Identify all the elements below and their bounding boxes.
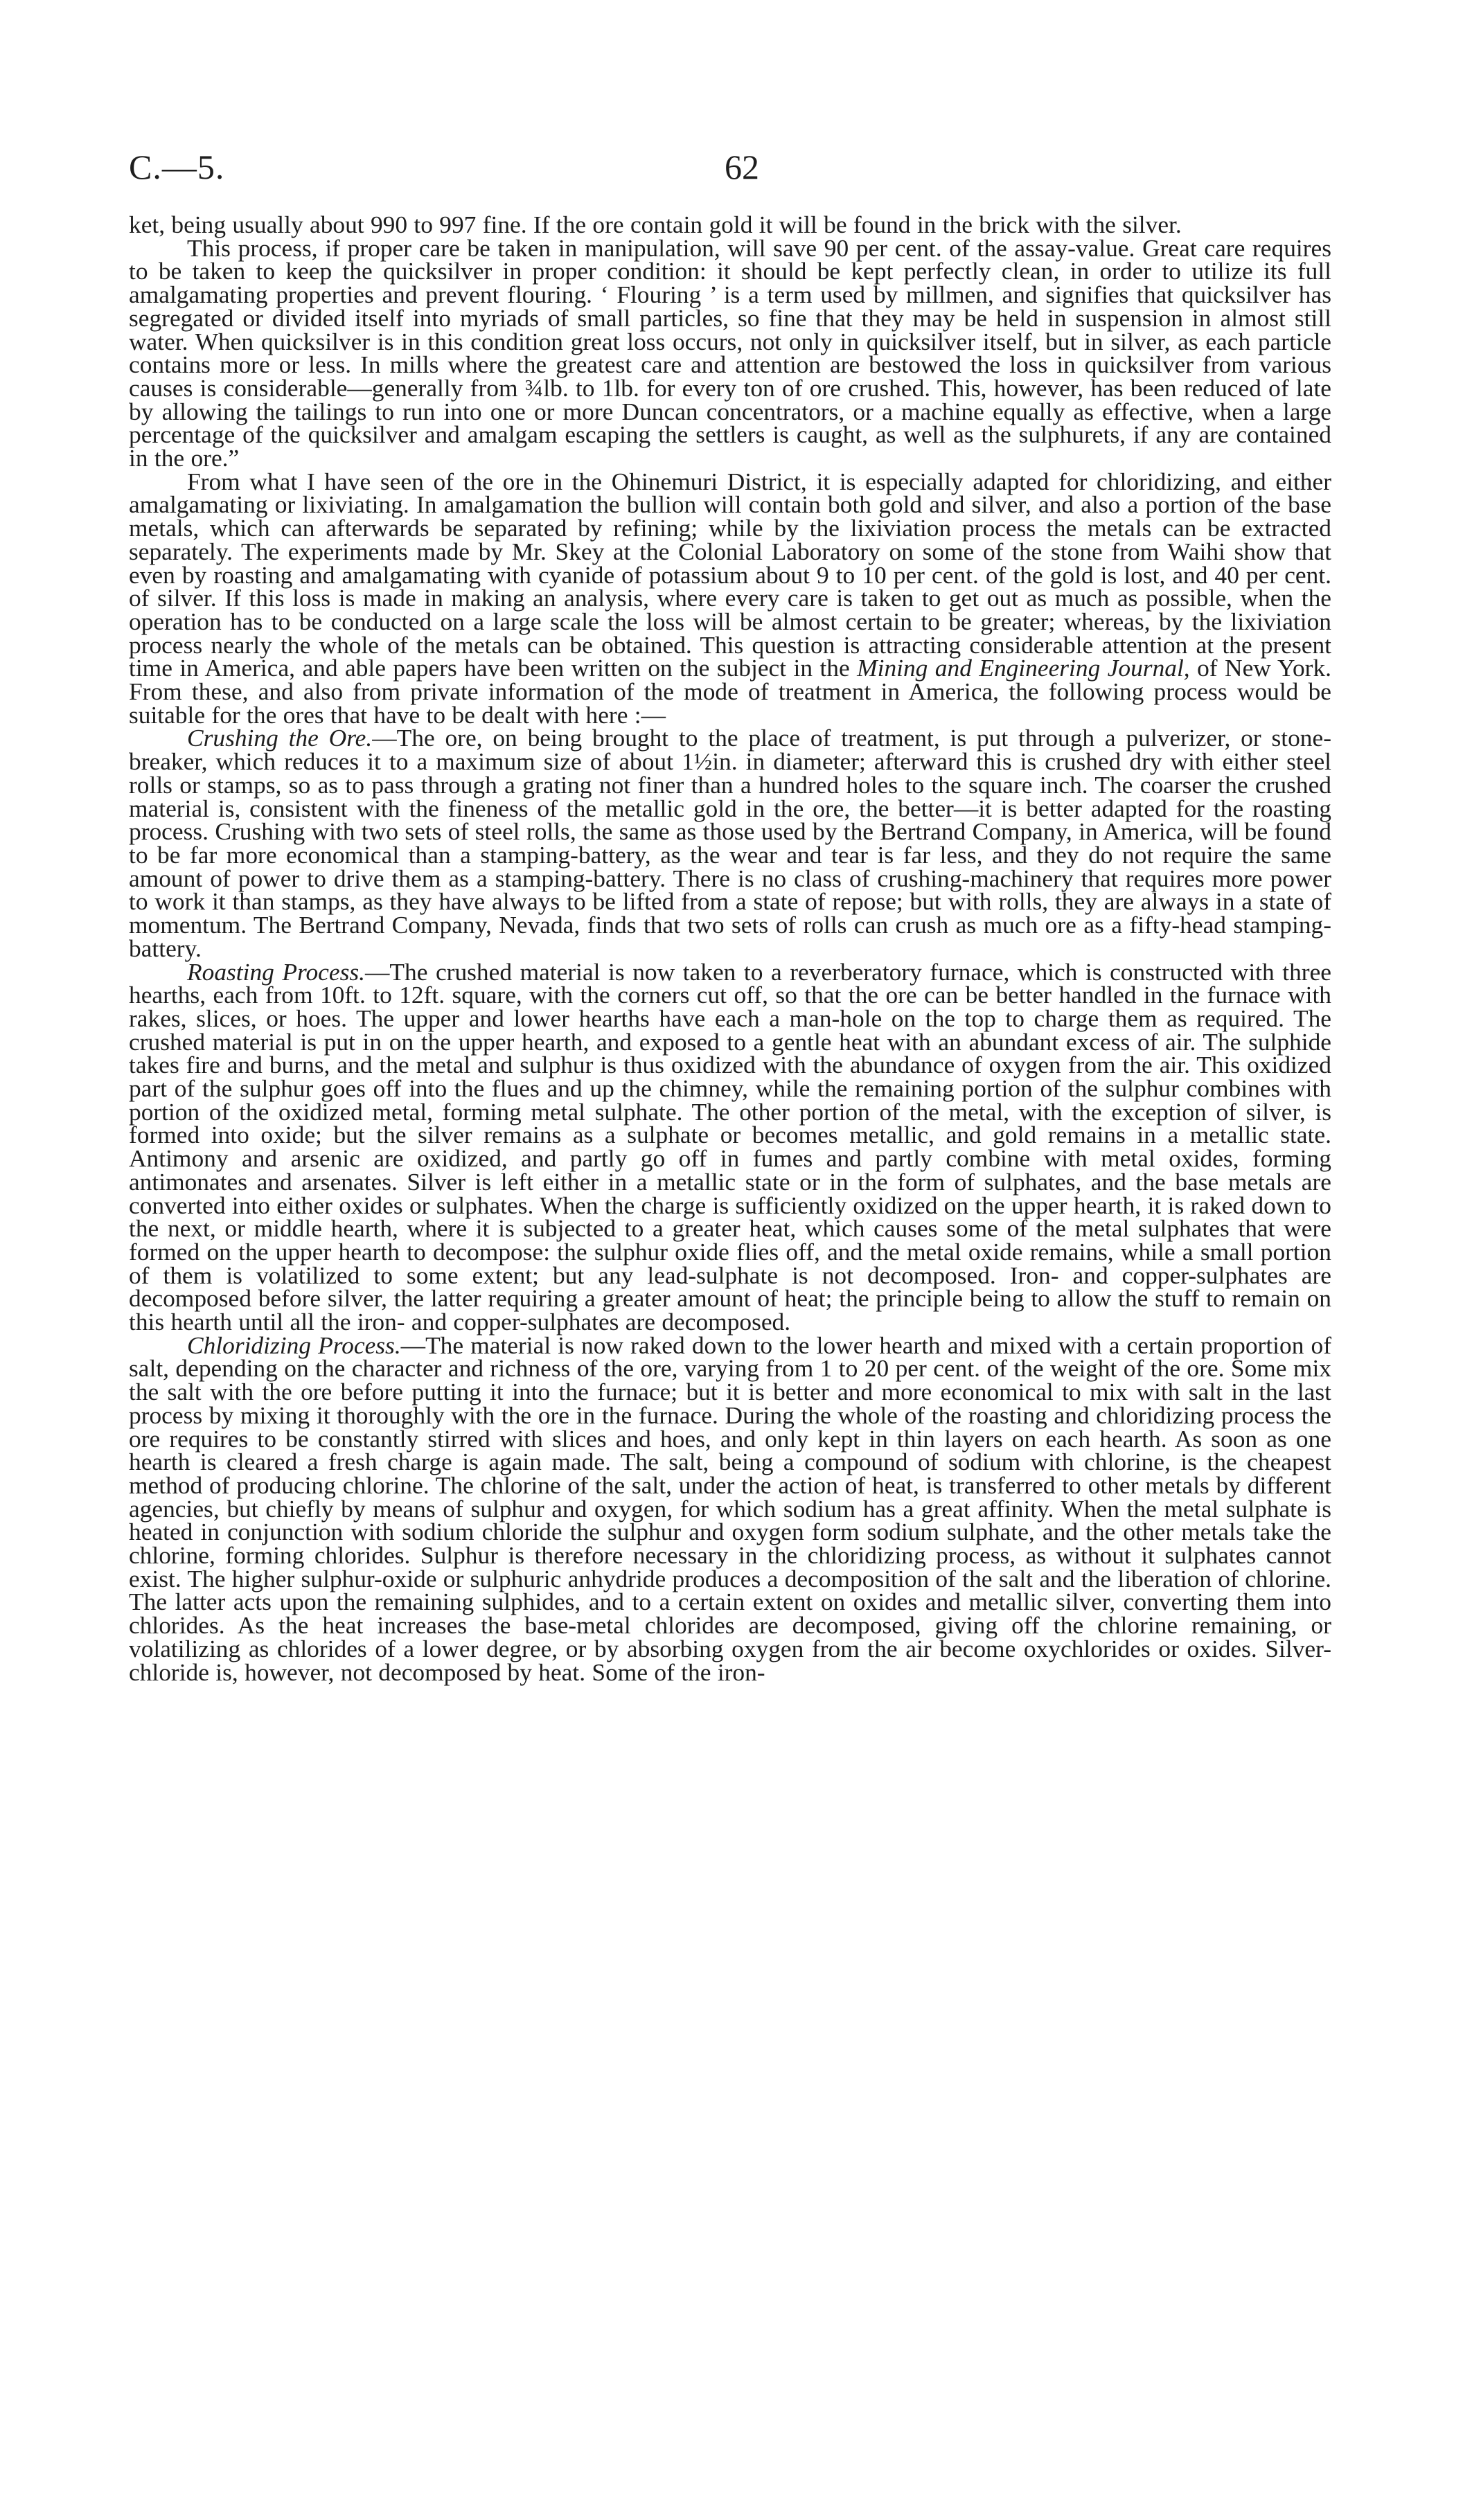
journal-title: Mining and Engineering Journal,: [857, 654, 1190, 682]
paragraph-chloridizing: [129, 1331, 1331, 1686]
section-text-crushing: —The ore, on being brought to the place of treatment, is put through a pulverizer, or stone-breaker, which reduces it to a maximum size of about 1½in. in diameter; afterward this is crushed dry with either steel rolls or stamps, so as to pass through a grating not finer than a hundred holes to the square inch. The coarser the crushed material is, consistent with the fineness of the metallic gold in the ore, the better—it is better adapted for the roasting process. Crushing with two sets of steel rolls, the same as those used by the Bertrand Company, in America, will be found to be far more economical than a stamping-battery, as the wear and tear is far less, and they do not require the same amount of power to drive them as a stamping-battery. There is no class of crushing-machinery that requires more power to work it than stamps, as they have always to be lifted from a state of repose; but with rolls, they are always in a state of momentum. The Bertrand Company, Nevada, finds that two sets of rolls can crush as much ore as a fifty-head stamping-battery.: [129, 724, 1331, 962]
page-header: [129, 147, 1331, 195]
paragraph-roasting: [129, 957, 1331, 1336]
paragraph-text-before: From what I have seen of the ore in the Ohinemuri District, it is especially adapted for chloridizing, and either amalgamating or lixiviating. In amalgamation the bullion will contain both gold and silver, and also a portion of the base metals, which can afterwards be separated by refining; while by the lixiviation process the metals can be extracted separately. The experiments made by Mr. Skey at the Colonial Laboratory on some of the stone from Waihi show that even by roasting and amalgamating with cyanide of potassium about 9 to 10 per cent. of the gold is lost, and 40 per cent. of silver. If this loss is made in making an analysis, where every care is taken to get out as much as possible, when the operation has to be conducted on a large scale the loss will be almost certain to be greater; whereas, by the lixiviation process nearly the whole of the metals can be obtained. This question is attracting considerable attention at the present time in America, and able papers have been written on the subject in the: [129, 467, 1331, 682]
page-number: 62: [725, 148, 759, 186]
section-text-chloridizing: —The material is now raked down to the lower hearth and mixed with a certain proportion of salt, depending on the character and richness of the ore, varying from 1 to 20 per cent. of the weight of the ore. Some mix the salt with the ore before putting it into the furnace; but it is better and more economical to mix with salt in the last process by mixing it thoroughly with the ore in the furnace. During the whole of the roasting and chloridizing process the ore requires to be constantly stirred with slices and hoes, and only kept in thin layers on each hearth. As soon as one hearth is cleared a fresh charge is again made. The salt, being a compound of sodium with chlorine, is the cheapest method of producing chlorine. The chlorine of the salt, under the action of heat, is transferred to other metals by different agencies, but chiefly by means of sulphur and oxygen, for which sodium has a great affinity. When the metal sulphate is heated in conjunction with sodium chloride the sulphur and oxygen form sodium sulphate, and the other metals take the chlorine, forming chlorides. Sulphur is therefore necessary in the chloridizing process, as without it sulphates cannot exist. The higher sulphur-oxide or sulphuric anhydride produces a decomposition of the salt and the liberation of chlorine. The latter acts upon the remaining sulphides, and to a certain extent on oxides and metallic silver, converting them into chlorides. As the heat increases the base-metal chlorides are decomposed, giving off the chlorine remaining, or volatilizing as chlorides of a lower degree, or by absorbing oxygen from the air become oxychlorides or oxides. Silver-chloride is, however, not decomposed by heat. Some of the iron-: [129, 1331, 1331, 1686]
section-heading-crushing: Crushing the Ore.: [187, 724, 373, 752]
body-text: [129, 213, 1331, 1684]
section-heading-roasting: Roasting Process.: [187, 957, 365, 986]
paragraph-ohinemuri-ore: [129, 467, 1331, 729]
paragraph-continuation: ket, being usually about 990 to 997 fine. If the ore contain gold it will be found in the brick with the silver.: [129, 211, 1182, 238]
paragraph-crushing: [129, 724, 1331, 962]
section-heading-chloridizing: Chloridizing Process.: [187, 1331, 401, 1359]
document-reference: C.—5.: [129, 148, 225, 186]
paragraph-process-quote: This process, if proper care be taken in manipulation, will save 90 per cent. of the assay-value. Great care requires to be taken to keep the quicksilver in proper condition: it should be kept perfectly clean, in order to utilize its full amalgamating properties and prevent flouring. ‘ Flouring ’ is a term used by millmen, and signifies that quicksilver has segregated or divided itself into myriads of small particles, so fine that they may be held in suspension in almost still water. When quicksilver is in this condition great loss occurs, not only in quicksilver itself, but in silver, as each particle contains more or less. In mills where the greatest care and attention are bestowed the loss in quicksilver from various causes is considerable—generally from ¾lb. to 1lb. for every ton of ore crushed. This, however, has been reduced of late by allowing the tailings to run into one or more Duncan concentrators, or a machine equally as effective, when a large percentage of the quicksilver and amalgam escaping the settlers is caught, as well as the sulphurets, if any are contained in the ore.”: [129, 233, 1331, 472]
section-text-roasting: —The crushed material is now taken to a reverberatory furnace, which is constructed with three hearths, each from 10ft. to 12ft. square, with the corners cut off, so that the ore can be better handled in the furnace with rakes, slices, or hoes. The upper and lower hearths have each a man-hole on the top to charge them as required. The crushed material is put in on the upper hearth, and exposed to a gentle heat with an abundant excess of air. The sulphide takes fire and burns, and the metal and sulphur is thus oxidized with the abundance of oxygen from the air. This oxidized part of the sulphur goes off into the flues and up the chimney, while the remaining portion of the sulphur combines with portion of the oxidized metal, forming metal sulphate. The other portion of the metal, with the exception of silver, is formed into oxide; but the silver remains as a sulphate or becomes metallic, and gold remains in a metallic state. Antimony and arsenic are oxidized, and partly go off in fumes and partly combine with metal oxides, forming antimonates and arsenates. Silver is left either in a metallic state or in the form of sulphates, and the base metals are converted into either oxides or sulphates. When the charge is sufficiently oxidized on the upper hearth, it is raked down to the next, or middle hearth, where it is subjected to a greater heat, which causes some of the metal sulphates that were formed on the upper hearth to decompose: the sulphur oxide flies off, and the metal oxide remains, while a small portion of them is volatilized to some extent; but any lead-sulphate is not decomposed. Iron- and copper-sulphates are decomposed before silver, the latter requiring a greater amount of heat; the principle being to allow the stuff to remain on this hearth until all the iron- and copper-sulphates are decomposed.: [129, 957, 1331, 1336]
paragraph-text-after: of New York. From these, and also from private information of the mode of treatment in America, the following process would be suitable for the ores that have to be dealt with here :—: [129, 654, 1331, 729]
